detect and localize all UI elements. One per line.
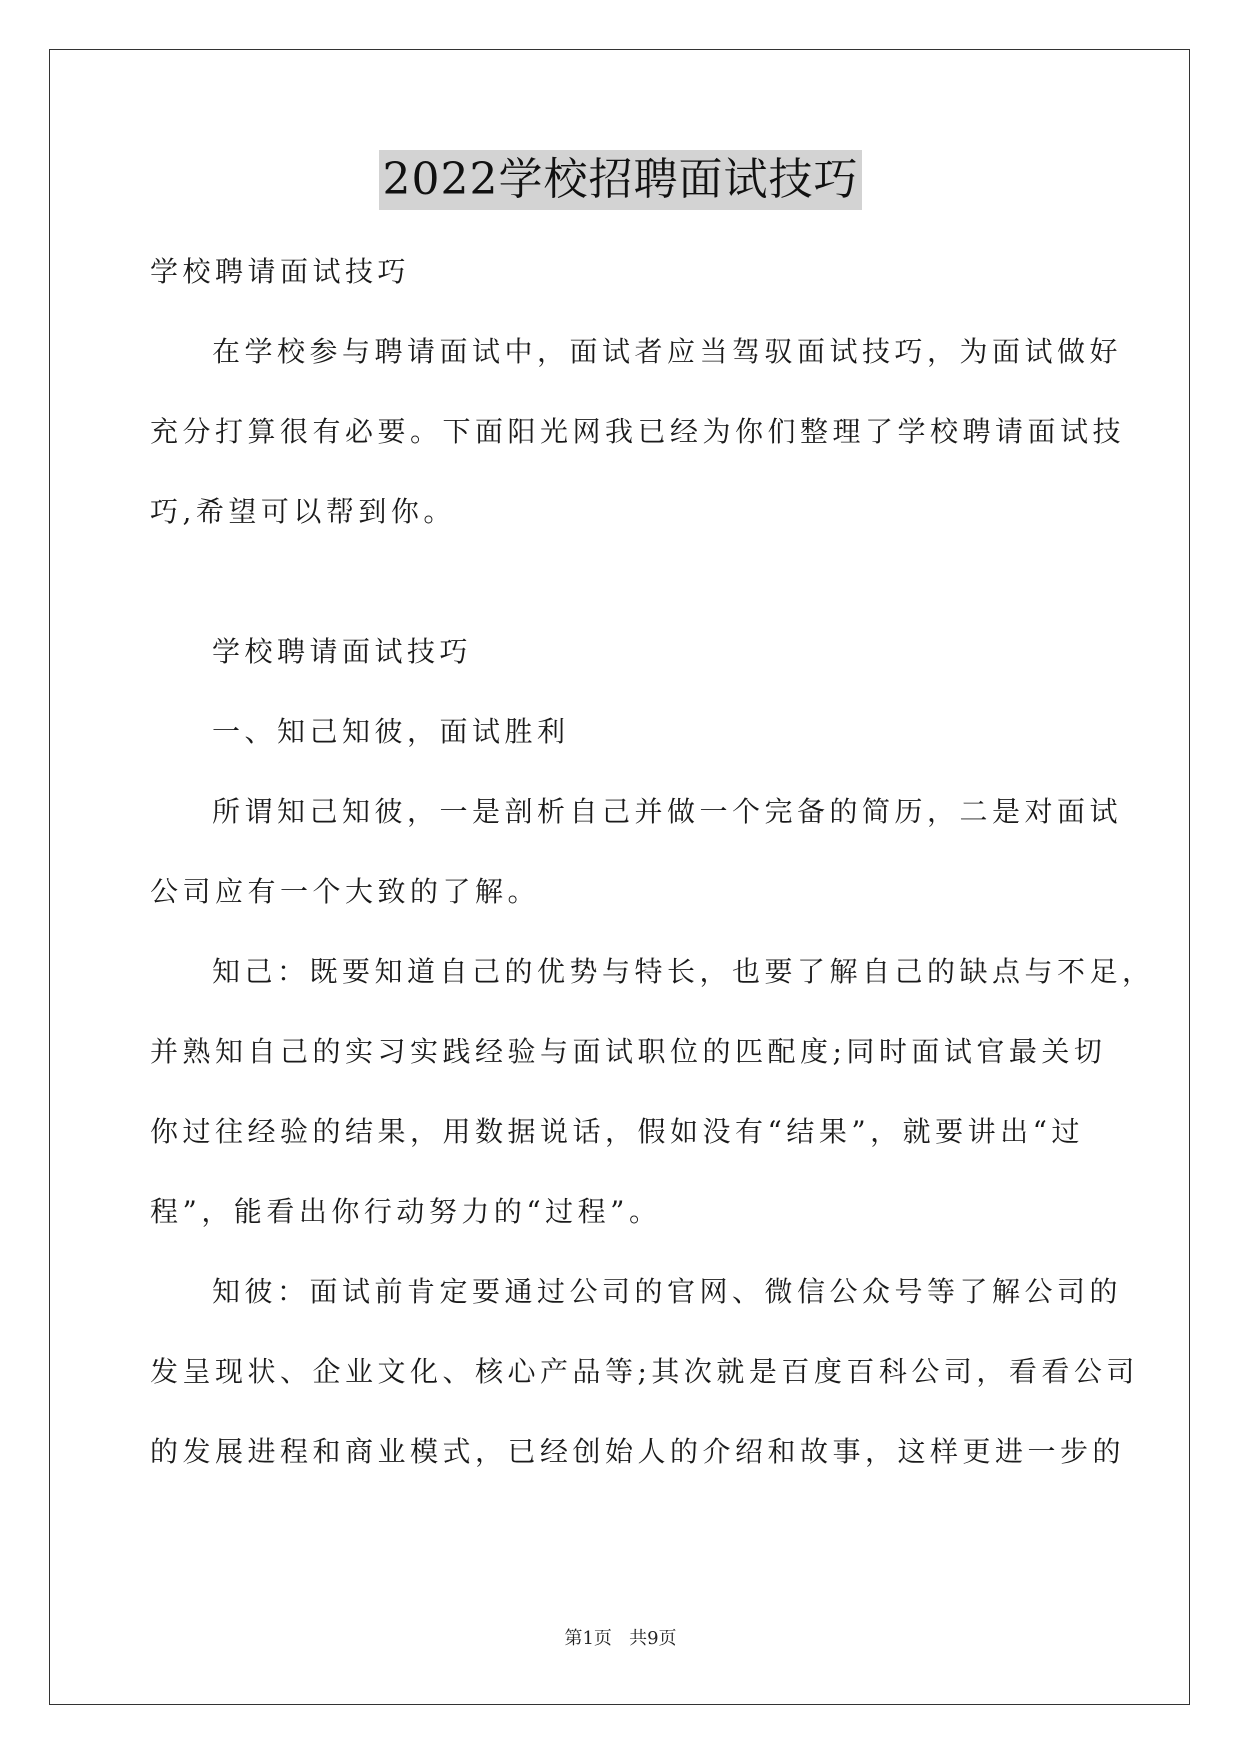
body-line: 在学校参与聘请面试中，面试者应当驾驭面试技巧，为面试做好 bbox=[212, 335, 1123, 368]
body-line: 巧,希望可以帮到你。 bbox=[150, 495, 456, 528]
body-line: 公司应有一个大致的了解。 bbox=[150, 875, 541, 908]
body-line: 程”，能看出你行动努力的“过程”。 bbox=[150, 1195, 662, 1228]
section-heading: 学校聘请面试技巧 bbox=[212, 635, 473, 668]
page-footer: 第1页 共9页 bbox=[564, 1628, 677, 1649]
title-container bbox=[0, 150, 1241, 210]
body-line: 知彼：面试前肯定要通过公司的官网、微信公众号等了解公司的 bbox=[212, 1275, 1123, 1308]
body-line: 所谓知己知彼，一是剖析自己并做一个完备的简历，二是对面试 bbox=[212, 795, 1123, 828]
body-line: 学校聘请面试技巧 bbox=[150, 255, 411, 288]
body-line: 并熟知自己的实习实践经验与面试职位的匹配度;同时面试官最关切 bbox=[150, 1035, 1107, 1068]
body-line: 的发展进程和商业模式，已经创始人的介绍和故事，这样更进一步的 bbox=[150, 1435, 1126, 1468]
body-line: 知己：既要知道自己的优势与特长，也要了解自己的缺点与不足， bbox=[212, 955, 1155, 988]
body-line: 你过往经验的结果，用数据说话，假如没有“结果”，就要讲出“过 bbox=[150, 1115, 1084, 1148]
document-body bbox=[150, 232, 1155, 1492]
section-subheading: 一、知己知彼，面试胜利 bbox=[212, 715, 570, 748]
body-line: 发呈现状、企业文化、核心产品等;其次就是百度百科公司，看看公司 bbox=[150, 1355, 1139, 1388]
document-title: 2022学校招聘面试技巧 bbox=[379, 150, 863, 210]
body-line: 充分打算很有必要。下面阳光网我已经为你们整理了学校聘请面试技 bbox=[150, 415, 1126, 448]
